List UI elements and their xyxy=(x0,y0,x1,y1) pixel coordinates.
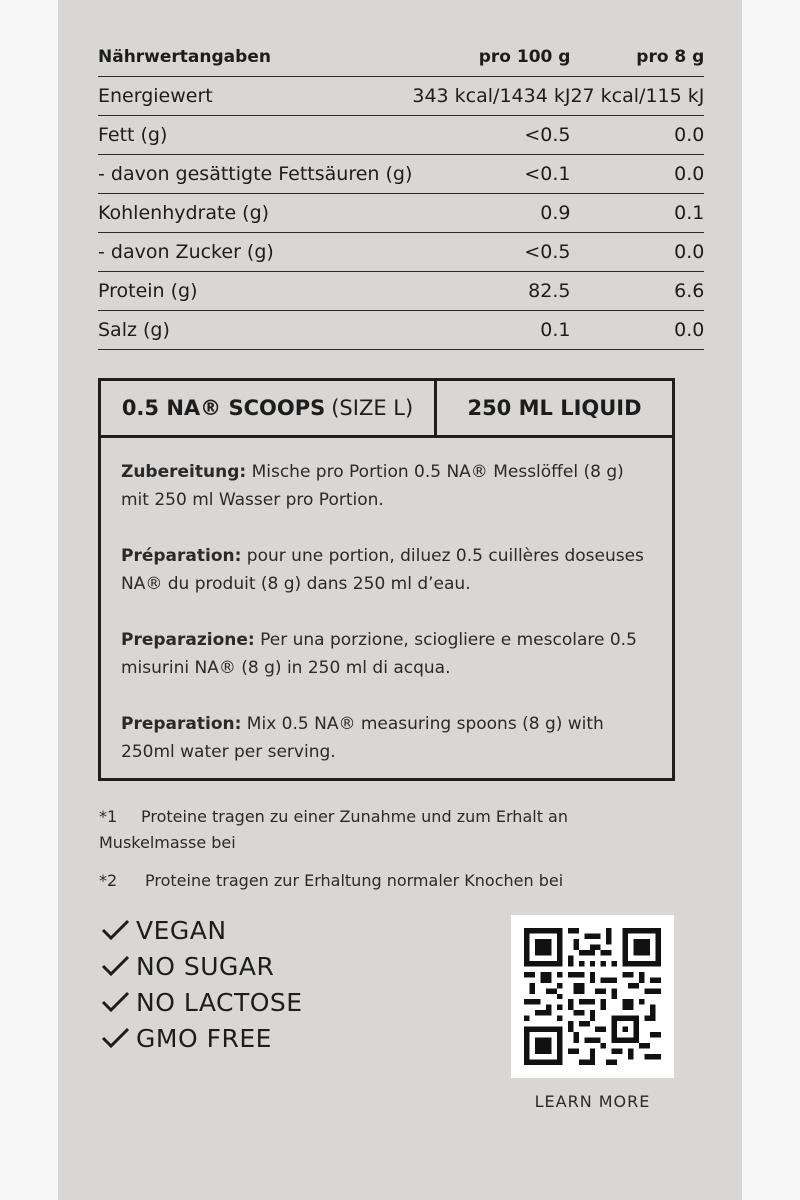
nutrient-per100: 343 kcal/1434 kJ xyxy=(412,77,570,116)
claim-no-lactose xyxy=(100,984,303,1020)
liquid-cell xyxy=(437,381,672,435)
claim-label: NO LACTOSE xyxy=(136,987,303,1017)
preparation-fr-text: pour une portion, diluez 0.5 cuillères doseuses NA® du produit (8 g) dans 250 ml d’eau. xyxy=(121,546,644,594)
nutrient-per8: 0.0 xyxy=(570,233,704,272)
table-row xyxy=(98,194,704,233)
preparation-it xyxy=(121,626,652,682)
nutrient-per8: 0.0 xyxy=(570,116,704,155)
nutrient-per8: 0.0 xyxy=(570,311,704,350)
liquid-label: 250 ML LIQUID xyxy=(467,396,642,420)
claim-label: NO SUGAR xyxy=(136,951,275,981)
preparation-body xyxy=(101,438,672,766)
checkmark-icon xyxy=(100,990,132,1014)
footnote-number: *1 xyxy=(99,807,118,826)
footnote xyxy=(99,804,619,856)
nutrition-header-label: Nährwertangaben xyxy=(98,38,412,77)
nutrition-header-per8: pro 8 g xyxy=(570,38,704,77)
preparation-de xyxy=(121,458,652,514)
preparation-header xyxy=(101,381,672,438)
nutrient-per100: <0.1 xyxy=(412,155,570,194)
preparation-en-label: Preparation: xyxy=(121,714,242,734)
checkmark-icon xyxy=(100,918,132,942)
preparation-box xyxy=(98,378,675,781)
claim-vegan xyxy=(100,912,303,948)
claims-list xyxy=(100,912,303,1056)
claim-no-sugar xyxy=(100,948,303,984)
nutrition-header-row xyxy=(98,38,704,77)
footnote-text: Proteine tragen zu einer Zunahme und zum Erhalt an Muskelmasse bei xyxy=(99,807,568,852)
nutrient-label: Protein (g) xyxy=(98,272,412,311)
footnote-text: Proteine tragen zur Erhaltung normaler Knochen bei xyxy=(145,871,564,890)
checkmark-icon xyxy=(100,1026,132,1050)
table-row xyxy=(98,233,704,272)
nutrient-per100: <0.5 xyxy=(412,233,570,272)
nutrient-per8: 6.6 xyxy=(570,272,704,311)
scoops-label: 0.5 NA® SCOOPS xyxy=(121,396,326,420)
claim-label: GMO FREE xyxy=(136,1023,272,1053)
table-row xyxy=(98,272,704,311)
claim-label: VEGAN xyxy=(136,915,227,945)
preparation-en-text: Mix 0.5 NA® measuring spoons (8 g) with 250ml water per serving. xyxy=(121,714,604,762)
nutrient-per100: 0.9 xyxy=(412,194,570,233)
preparation-de-text: Mische pro Portion 0.5 NA® Messlöffel (8 g) mit 250 ml Wasser pro Portion. xyxy=(121,462,624,510)
nutrient-label: - davon gesättigte Fettsäuren (g) xyxy=(98,155,412,194)
preparation-de-label: Zubereitung: xyxy=(121,462,247,482)
nutrient-per8: 27 kcal/115 kJ xyxy=(570,77,704,116)
nutrient-label: Salz (g) xyxy=(98,311,412,350)
preparation-it-label: Preparazione: xyxy=(121,630,255,650)
scoops-cell xyxy=(101,381,437,435)
qr-code-icon xyxy=(524,928,661,1065)
nutrient-label: - davon Zucker (g) xyxy=(98,233,412,272)
preparation-it-text: Per una porzione, sciogliere e mescolare 0.5 misurini NA® (8 g) in 250 ml di acqua. xyxy=(121,630,637,678)
nutrient-per8: 0.1 xyxy=(570,194,704,233)
footnote xyxy=(99,868,639,894)
preparation-fr-label: Préparation: xyxy=(121,546,242,566)
table-row xyxy=(98,311,704,350)
scoop-size-label: (SIZE L) xyxy=(331,396,414,420)
nutrition-header-per100: pro 100 g xyxy=(412,38,570,77)
table-row xyxy=(98,116,704,155)
claim-gmo-free xyxy=(100,1020,303,1056)
nutrient-per100: <0.5 xyxy=(412,116,570,155)
preparation-fr xyxy=(121,542,652,598)
nutrient-per100: 0.1 xyxy=(412,311,570,350)
table-row xyxy=(98,77,704,116)
nutrient-per8: 0.0 xyxy=(570,155,704,194)
nutrient-per100: 82.5 xyxy=(412,272,570,311)
footnote-number: *2 xyxy=(99,871,118,890)
nutrient-label: Kohlenhydrate (g) xyxy=(98,194,412,233)
learn-more-link[interactable]: LEARN MORE xyxy=(534,1092,651,1111)
table-row xyxy=(98,155,704,194)
preparation-en xyxy=(121,710,652,766)
nutrition-table xyxy=(98,38,704,350)
nutrient-label: Fett (g) xyxy=(98,116,412,155)
nutrient-label: Energiewert xyxy=(98,77,412,116)
checkmark-icon xyxy=(100,954,132,978)
qr-code[interactable] xyxy=(511,915,674,1078)
